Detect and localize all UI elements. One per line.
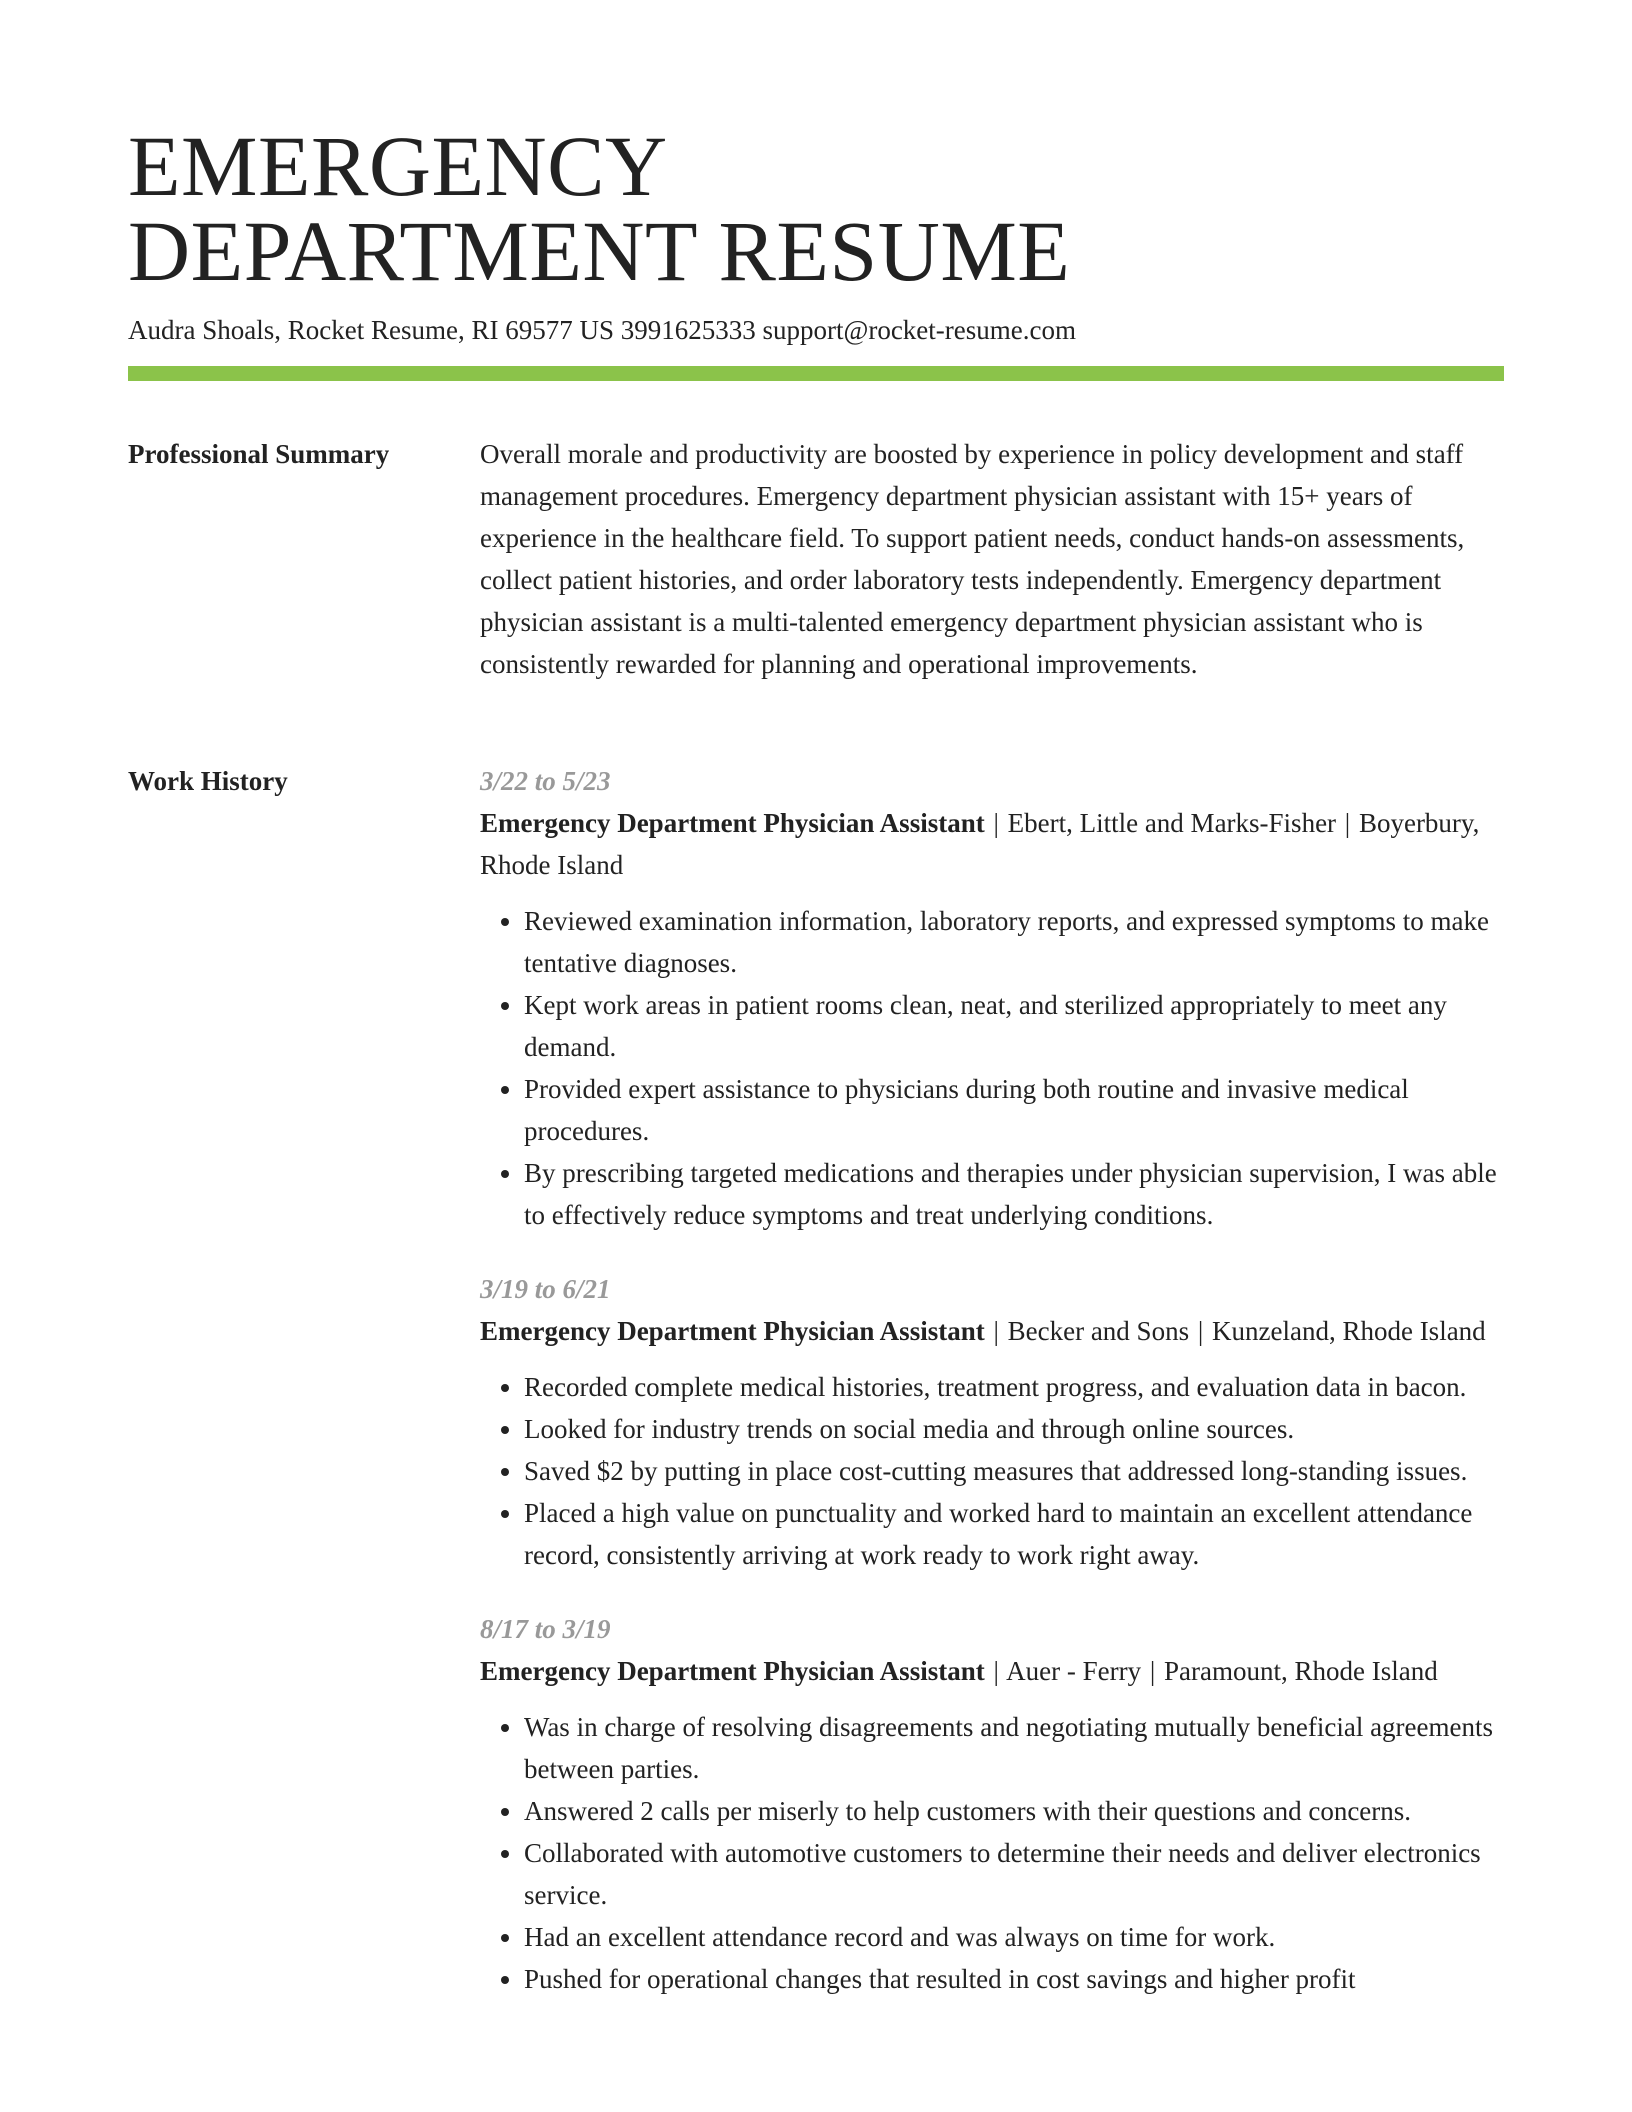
bullet-item: • Answered 2 calls per miserly to help customers with their questions and concerns. [524,1790,1504,1832]
job-title: Emergency Department Physician Assistant [480,808,985,838]
bullet-item: • Had an excellent attendance record and was always on time for work. [524,1916,1504,1958]
section-body [480,760,1504,2032]
separator: | [993,808,999,838]
job-bullets [480,900,1504,1236]
section-label: Professional Summary [128,439,390,469]
bullet-item: • Placed a high value on punctuality and worked hard to maintain an excellent attendance record, consistently arriving at work ready to work right away. [524,1492,1504,1576]
job-location: Boyerbury, Rhode Island [480,808,1480,880]
job-entry [480,1268,1504,1576]
job-heading [480,802,1504,886]
bullet-item: • Was in charge of resolving disagreements and negotiating mutually beneficial agreements between parties. [524,1706,1504,1790]
bullet-item: • Recorded complete medical histories, treatment progress, and evaluation data in bacon. [524,1366,1504,1408]
separator: | [1197,1316,1204,1346]
bullet-item: • Reviewed examination information, laboratory reports, and expressed symptoms to make tentative diagnoses. [524,900,1504,984]
separator: | [1344,808,1351,838]
section-body [480,433,1504,685]
job-company: Becker and Sons [1007,1316,1190,1346]
separator: | [993,1656,999,1686]
bullet-item: • Collaborated with automotive customers to determine their needs and deliver electronics service. [524,1832,1504,1916]
job-dates: 8/17 to 3/19 [480,1614,611,1644]
bullet-item: • Kept work areas in patient rooms clean, neat, and sterilized appropriately to meet any demand. [524,984,1504,1068]
separator: | [1149,1656,1156,1686]
title-line-1: EMERGENCY [128,118,668,214]
summary-text: Overall morale and productivity are boosted by experience in policy development and staff management procedures. Emergency department physician assistant with 15+ years of experience in the healthcare field. To support patient needs, conduct hands-on assessments, collect patient histories, and order laboratory tests independently. Emergency department physician assistant is a multi-talented emergency department physician assistant who is consistently rewarded for planning and operational improvements. [480,439,1465,679]
job-heading [480,1650,1504,1692]
contact-line: Audra Shoals, Rocket Resume, RI 69577 US 3991625333 support@rocket-resume.com [128,315,1076,345]
job-heading [480,1310,1504,1352]
job-dates: 3/19 to 6/21 [480,1274,611,1304]
job-company: Auer - Ferry [1006,1656,1142,1686]
job-title: Emergency Department Physician Assistant [480,1656,985,1686]
job-dates: 3/22 to 5/23 [480,766,611,796]
resume-header [128,118,1504,381]
resume-title [128,118,1504,299]
job-location: Paramount, Rhode Island [1164,1656,1438,1686]
job-bullets [480,1366,1504,1576]
job-location: Kunzeland, Rhode Island [1212,1316,1486,1346]
job-entry [480,1608,1504,2000]
bullet-item: • Pushed for operational changes that resulted in cost savings and higher profit [524,1958,1504,2000]
job-entry [480,760,1504,1236]
job-bullets [480,1706,1504,2000]
bullet-item: • By prescribing targeted medications and therapies under physician supervision, I was able to effectively reduce symptoms and treat underlying conditions. [524,1152,1504,1236]
job-company: Ebert, Little and Marks-Fisher [1007,808,1337,838]
bullet-item: • Saved $2 by putting in place cost-cutting measures that addressed long-standing issues. [524,1450,1504,1492]
bullet-item: • Provided expert assistance to physicians during both routine and invasive medical procedures. [524,1068,1504,1152]
bullet-item: • Looked for industry trends on social media and through online sources. [524,1408,1504,1450]
job-title: Emergency Department Physician Assistant [480,1316,985,1346]
separator: | [993,1316,999,1346]
accent-divider [128,366,1504,381]
section-label: Work History [128,766,288,796]
title-line-2: DEPARTMENT RESUME [128,203,1071,299]
